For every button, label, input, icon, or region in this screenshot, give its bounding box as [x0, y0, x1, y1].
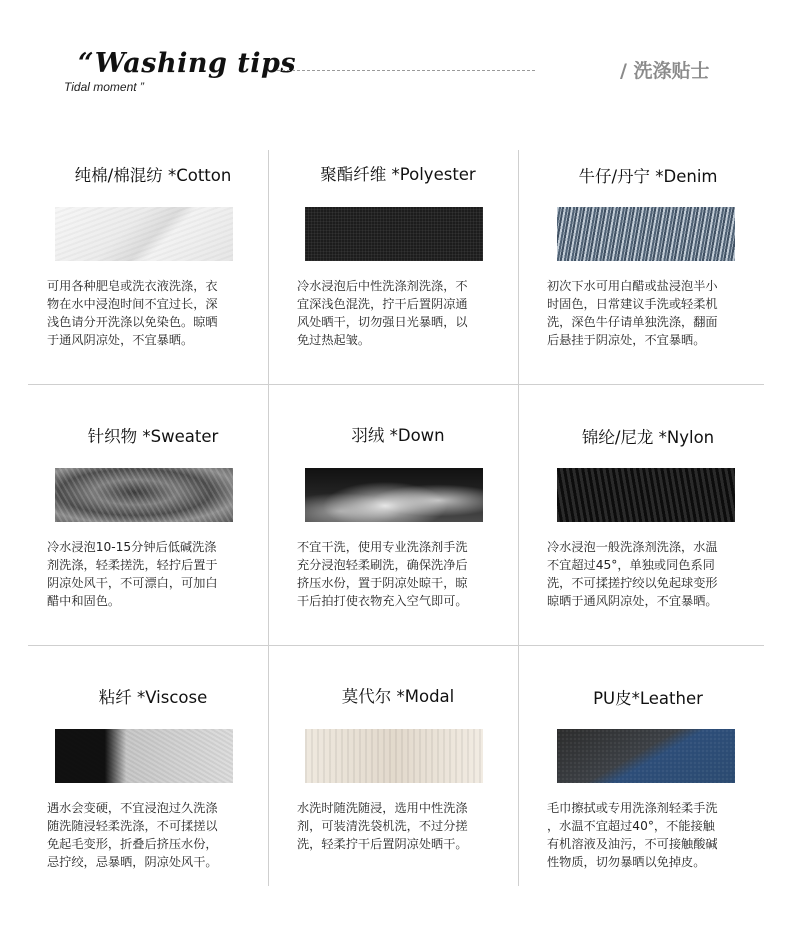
desc-line: 洗，深色牛仔请单独洗涤，翻面 — [547, 315, 718, 329]
washing-tips-cn-title: / 洗涤贴士 — [620, 60, 710, 82]
grid-divider-horizontal-2 — [28, 645, 764, 646]
desc-line: 晾晒于通风阴凉处，不宜暴晒。 — [547, 594, 718, 608]
polyester-swatch-image — [305, 207, 483, 261]
nylon-swatch-image — [557, 468, 735, 522]
desc-line: 物在水中浸泡时间不宜过长，深 — [47, 297, 218, 311]
desc-line: 免过热起皱。 — [297, 333, 371, 347]
desc-line: 浅色请分开洗涤以免染色。晾晒 — [47, 315, 218, 329]
desc-line: 时固色，日常建议手洗或轻柔机 — [547, 297, 718, 311]
desc-line: 冷水浸泡一般洗涤剂洗涤，水温 — [547, 540, 718, 554]
desc-line: 忌拧绞，忌暴晒，阴凉处风干。 — [47, 855, 218, 869]
fabric-title: 羽绒 *Down — [351, 426, 445, 445]
fabric-title: 牛仔/丹宁 *Denim — [578, 167, 718, 186]
viscose-swatch-image — [55, 729, 233, 783]
washing-tips-title: “Washing tips — [78, 48, 297, 79]
desc-line: 冷水浸泡后中性洗涤剂洗涤，不 — [297, 279, 468, 293]
fabric-title: 粘纤 *Viscose — [98, 688, 208, 707]
header-dashed-divider — [277, 70, 535, 71]
desc-line: 后悬挂于阴凉处，不宜暴晒。 — [547, 333, 706, 347]
tidal-moment-subtitle: Tidal moment ” — [64, 80, 144, 94]
fabric-title: 莫代尔 *Modal — [341, 687, 455, 706]
desc-line: 洗，轻柔拧干后置阴凉处晒干。 — [297, 837, 468, 851]
grid-divider-vertical-1 — [268, 150, 269, 886]
desc-line: 充分浸泡轻柔刷洗，确保洗净后 — [297, 558, 468, 572]
desc-line: 遇水会变硬，不宜浸泡过久洗涤 — [47, 801, 218, 815]
desc-line: 水洗时随洗随浸，选用中性洗涤 — [297, 801, 468, 815]
desc-line: 于通风阴凉处，不宜暴晒。 — [47, 333, 194, 347]
denim-swatch-image — [557, 207, 735, 261]
grid-divider-vertical-2 — [518, 150, 519, 886]
fabric-description — [547, 799, 752, 871]
desc-line: 冷水浸泡10-15分钟后低碱洗涤 — [47, 540, 217, 554]
fabric-title: 纯棉/棉混纺 *Cotton — [74, 166, 232, 185]
desc-line: 醋中和固色。 — [47, 594, 121, 608]
down-swatch-image — [305, 468, 483, 522]
desc-line: 毛巾擦拭或专用洗涤剂轻柔手洗 — [547, 801, 718, 815]
desc-line: 不宜干洗，使用专业洗涤剂手洗 — [297, 540, 468, 554]
grid-divider-horizontal-1 — [28, 384, 764, 385]
page-header — [0, 0, 790, 110]
desc-line: 剂洗涤，轻柔搓洗，轻拧后置于 — [47, 558, 218, 572]
desc-line: 宜深浅色混洗，拧干后置阴凉通 — [297, 297, 468, 311]
fabric-title: 针织物 *Sweater — [87, 427, 219, 446]
fabric-description — [47, 277, 252, 349]
desc-line: 免起毛变形，折叠后挤压水份， — [47, 837, 218, 851]
desc-line: 风处晒干，切勿强日光暴晒，以 — [297, 315, 468, 329]
desc-line: 性物质，切勿暴晒以免掉皮。 — [547, 855, 706, 869]
modal-swatch-image — [305, 729, 483, 783]
fabric-title: PU皮*Leather — [593, 689, 703, 708]
fabric-description — [297, 277, 502, 349]
desc-line: 不宜超过45°，单独或同色系同 — [547, 558, 715, 572]
desc-line: 剂，可装清洗袋机洗，不过分搓 — [297, 819, 468, 833]
leather-swatch-image — [557, 729, 735, 783]
fabric-title: 聚酯纤维 *Polyester — [320, 165, 476, 184]
fabric-description — [547, 277, 752, 349]
fabric-description — [47, 799, 252, 871]
desc-line: 干后拍打使衣物充入空气即可。 — [297, 594, 468, 608]
fabric-description — [47, 538, 252, 610]
sweater-swatch-image — [55, 468, 233, 522]
fabric-description — [297, 538, 502, 610]
desc-line: 可用各种肥皂或洗衣液洗涤，衣 — [47, 279, 218, 293]
desc-line: 洗，不可揉搓拧绞以免起球变形 — [547, 576, 718, 590]
fabric-description — [547, 538, 752, 610]
fabric-title: 锦纶/尼龙 *Nylon — [581, 428, 715, 447]
fabric-description — [297, 799, 502, 853]
cotton-swatch-image — [55, 207, 233, 261]
desc-line: 初次下水可用白醋或盐浸泡半小 — [547, 279, 718, 293]
desc-line: 挤压水份，置于阴凉处晾干，晾 — [297, 576, 468, 590]
desc-line: 随洗随浸轻柔洗涤，不可揉搓以 — [47, 819, 218, 833]
desc-line: 阴凉处风干，不可漂白，可加白 — [47, 576, 218, 590]
desc-line: ，水温不宜超过40°，不能接触 — [547, 819, 715, 833]
desc-line: 有机溶液及油污，不可接触酸碱 — [547, 837, 718, 851]
